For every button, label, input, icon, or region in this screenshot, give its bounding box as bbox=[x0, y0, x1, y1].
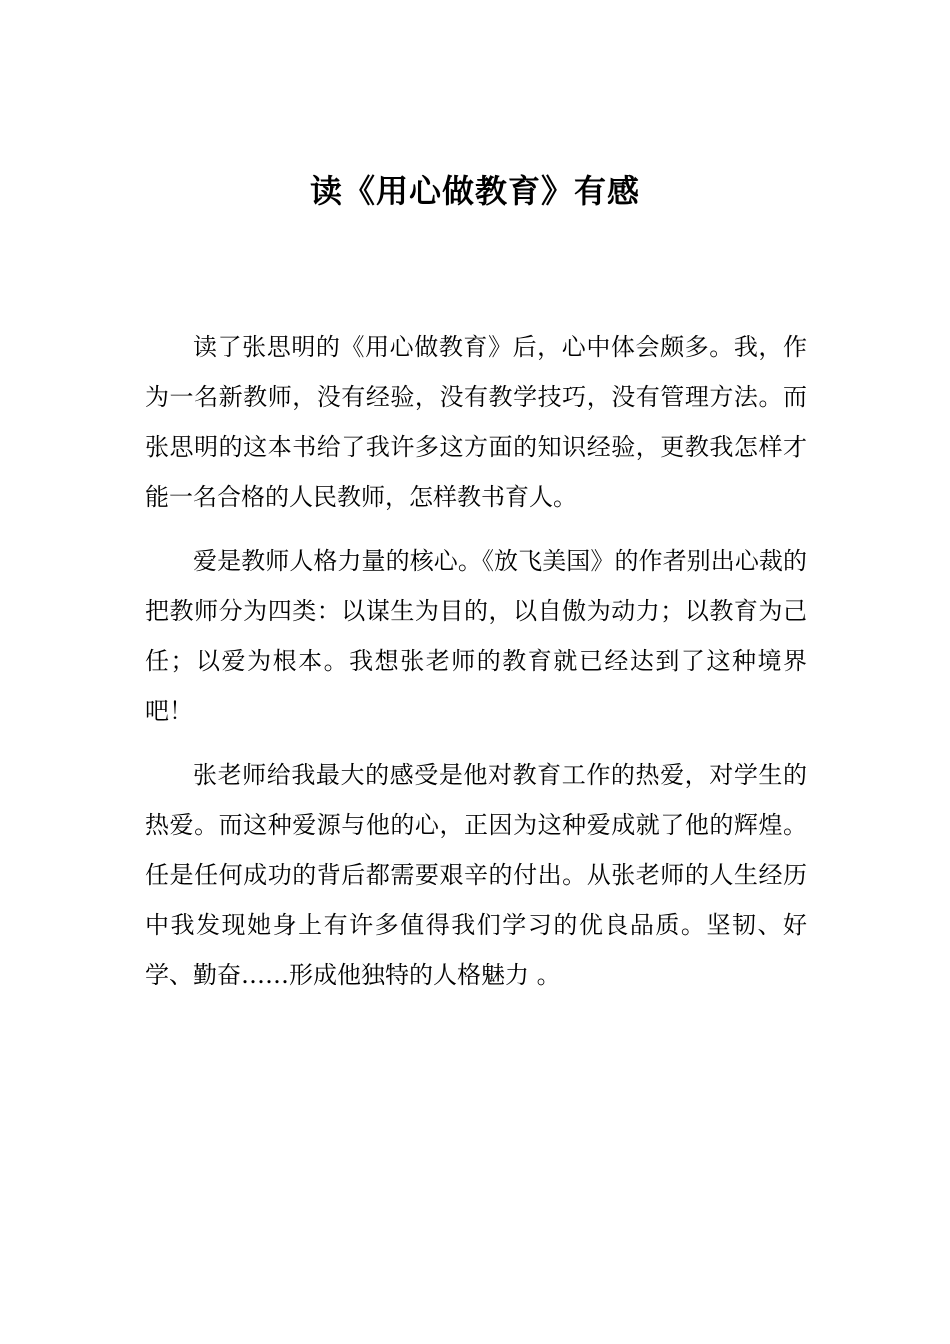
document-body bbox=[145, 322, 807, 1014]
paragraph-2: 爱是教师人格力量的核心。《放飞美国》的作者别出心裁的把教师分为四类：以谋生为目的，以自傲为动力；以教育为己任；以爱为根本。我想张老师的教育就已经达到了这种境界吧！ bbox=[145, 547, 807, 725]
document-title: 读《用心做教育》有感 bbox=[309, 172, 640, 210]
paragraph-1: 读了张思明的《用心做教育》后，心中体会颇多。我，作为一名新教师，没有经验，没有教学技巧，没有管理方法。而张思明的这本书给了我许多这方面的知识经验，更教我怎样才能一名合格的人民教师，怎样教书育人。 bbox=[145, 333, 807, 511]
paragraph-3: 张老师给我最大的感受是他对教育工作的热爱，对学生的热爱。而这种爱源与他的心，正因为这种爱成就了他的辉煌。任是任何成功的背后都需要艰辛的付出。从张老师的人生经历中我发现她身上有许多值得我们学习的优良品质。坚韧、好学、勤奋……形成他独特的人格魅力 。 bbox=[145, 761, 807, 989]
